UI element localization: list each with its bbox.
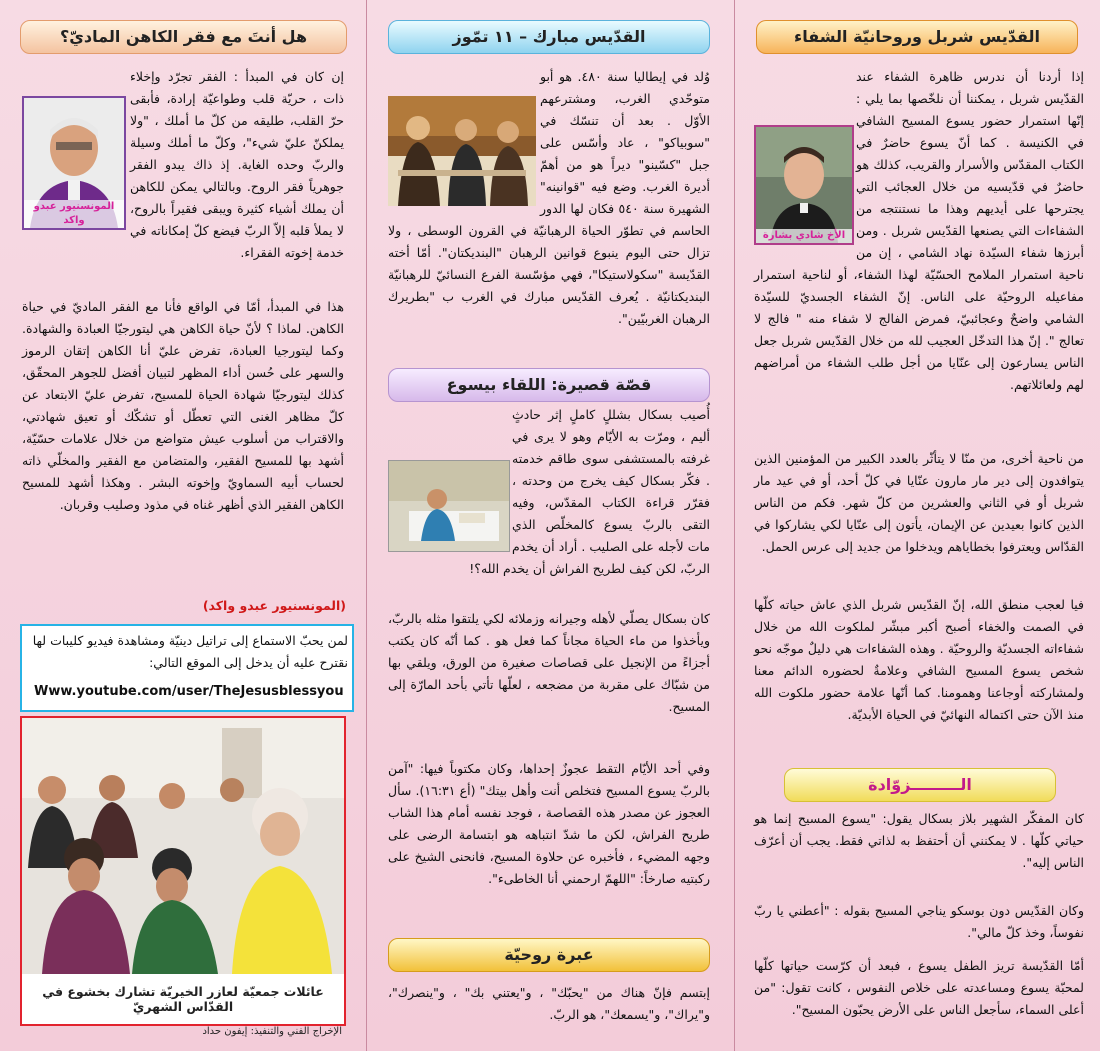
article-paragraph [754, 448, 1084, 558]
story-text: كان بسكال يصلّي لأهله وجيرانه وزملائه لكي يلتقوا مثله بالربّ، ويأخذوا من ماء الحياة مجاناً كما فعل هو . كما أنّه كان يكتب أجزاءً من الإنجيل على قصاصات صغيرة من الورق، ويلقي بها من شبّاك على مقربة من مضجعه ، لعلّها تأتي بأحد المارّة إلى المسيح. [388, 611, 710, 714]
quote-text: أمّا القدّيسة تريز الطفل يسوع ، فبعد أن كرّست حياتها كلّها لمحبّة يسوع ومساعدته على خلاص النفوس ، كانت تقول: "من أعلى السماء، سأجعل الناس على الأرض يحبّون المسيح". [754, 958, 1084, 1017]
paragraph-text: فيا لعجب منطق الله، إنّ القدّيس شربل الذي عاش حياته كلّها في الصمت والخفاء أصبح أكبر مبشّر لملكوت الله من خلال شفاءاته الجسديّة والروحيّة . وهذه الشفاءات هي دليلٌ موجّه نحو شخص يسوع المسيح الشافي وعلامةٌ لحضوره الدائم معنا ولمشاركته أوجاعنا وهمومنا. كما أنّها علامة حضور ملكوت الله منذ الآن حتى اكتماله النهائيّ في الحياة الأبديّة. [754, 597, 1084, 722]
quote-text: وكان القدّيس دون بوسكو يناجي المسيح بقوله : "أعطني يا ربّ نفوساً، وخذ كلّ مالي". [754, 903, 1084, 940]
paragraph-text: وُلد في إيطاليا سنة ٤٨٠. هو أبو متوحّدي الغرب، ومشترعهم الأوّل . بعد أن تنسّك في "سوبياكو" ، عاد وأسّس على جبل "كسّينو" ديراً هو من أهمّ أديرة الغرب. وضع فيه "قوانينه" الشهيرة سنة ٥٤٠ فكان لها الدور الحاسم في تطوّر الحياة الرهبانيّة في القرون الوسطى ، ولا تزال حتى اليوم ينبوع قوانين الرهبان "البنديكتان". أمّا أخته القدّيسة "سكولاستيكا"، فهي مؤسّسة الفرع النسائيّ للرهبانيّة البنديكتانيّة . يُعرف القدّيس مبارك في الغرب ب "بطريرك الرهبان الغربيّين". [388, 69, 710, 326]
section-title: الـــــــــزوّادة [784, 768, 1056, 802]
production-credit: الإخراج الفني والتنفيذ: إيفون حداد [202, 1026, 342, 1037]
quote-text: كان المفكّر الشهير بلاز بسكال يقول: "يسوع المسيح إنما هو حياتي كلّها . لا يمكنني أن أحتفظ به لذاتي فقط. يجب أن أعرّف الناس إليه". [754, 811, 1084, 870]
left-column [0, 0, 366, 1051]
youtube-link[interactable]: Www.youtube.com/user/TheJesusblessyou [34, 684, 344, 699]
lesson-text: إبتسم فإنّ هناك من "يحبّك" ، و"يعتني بك" ، و"ينصرك"، و"يراك"، و"يسمعك"، هو الربّ. [388, 985, 710, 1022]
article-paragraph [388, 66, 710, 330]
story-text: أُصيب بسكال بشللٍ كاملٍ إثر حادثٍ أليم ، ومرّت به الأيّام وهو لا يرى في غرفته بالمستشفى سوى طاقم خدمته . فكّر بسكال كيف يخرج من وحدته ، فقرّر قراءة الكتاب المقدّس، وفيه التقى بالربّ يسوع كالمخلّص الذي مات لأجله على الصليب . أراد أن يخدم الربّ، لكن كيف لطريح الفراش أن يخدم الله؟! [469, 407, 710, 576]
story-paragraph [388, 608, 710, 718]
group-photo-caption: عائلات جمعيّة لعازر الخيريّة تشارك بخشوع في القدّاس الشهريّ [42, 984, 324, 1014]
float-spacer [22, 66, 130, 230]
group-photo-caption-area [22, 974, 344, 1024]
story-text: وفي أحد الأيّام التقط عجوزٌ إحداها، وكان مكتوباً فيها: "آمن بالربّ يسوع المسيح فتخلص أنت وأهل بيتك" (أع ١٦:٣١). سأل العجوز عن مصدر هذه القصاصة ، فوجد نفسه أمام هذا الشاب طريح الفراش، لكن ما شدّ انتباهه هو ابتسامة الرضى على وجهه المضيء ، فأخبره عن حلاوة المسيح، فانحنى الشيخ على ركبتيه صارخاً: "اللهمّ ارحمني أنا الخاطىء". [388, 761, 710, 886]
section-title: عبرة روحيّة [388, 938, 710, 972]
quote-paragraph [754, 955, 1084, 1021]
article-title: القدّيس مبارك – ١١ تمّوز [388, 20, 710, 54]
quote-paragraph [754, 808, 1084, 874]
article-paragraph [754, 66, 1084, 456]
quote-paragraph [754, 900, 1084, 944]
paragraph-text: إن كان في المبدأ : الفقر تجرّد وإخلاء ذات ، حريّة قلب وطواعيّة إرادة، فأبقى حرّ القلب، طليقه من كلّ ما أملك ، "ولا يملكنّ عليّ شيء"، وكلّ ما أملك وسيلة والربّ وحده الغاية. إذ ذاك يبدو الفقر جوهرياً فقر الروح. وبالتالي يمكن للكاهن أن يملك أشياء كثيرة ويبقى فقيراً بالروح، لا يملأ قلبه إلاّ الربّ فيضع كلّ إمكاناته في خدمة إخوته الفقراء. [130, 69, 344, 260]
float-spacer [754, 66, 856, 244]
article-title: هل أنتَ مع فقر الكاهن الماديّ؟ [20, 20, 347, 54]
author-signature: (المونسنيور عبدو واكد) [202, 598, 346, 613]
group-photo-image [22, 718, 344, 974]
article-paragraph [22, 296, 344, 516]
float-spacer [388, 66, 540, 216]
paragraph-text: من ناحية أخرى، من منّا لا يتأثّر بالعدد الكبير من المؤمنين الذين يتوافدون إلى دير مار مارون عنّايا في كلّ أحد، أو في عيد مار شربل أو في الثاني والعشرين من كلّ شهر. فكم من الناس الذين كانوا بعيدين عن الإيمان، يأتون إلى عنّايا لكي يشاركوا في القدّاس ويعترفوا بخطاياهم ويدخلوا من جديد إلى عرس الحمل. [754, 451, 1084, 554]
article-title: القدّيس شربل وروحانيّة الشفاء [756, 20, 1078, 54]
article-paragraph [754, 594, 1084, 726]
portrait-caption: الأخ شادي بشارة [756, 229, 852, 243]
right-column [734, 0, 1100, 1051]
paragraph-text: هذا في المبدأ، أمّا في الواقع فأنا مع الفقر الماديّ في حياة الكاهن. لماذا ؟ لأنّ حياة الكاهن هي ليتورجيّا العبادة والشهادة. وكما ليتورجيا العبادة، تفرض عليّ أنا الكاهن إتقان الرموز والسهر على حُسن أداء المظهر لتبيان أفضل للجوهر المحقّق، كذلك ليتورجيّا شهادة الحياة للمسيح، تفرض عليّ الابتعاد عن كلّ مظاهر الغنى التي تعطّل أو تشكّك أو تعيق شهادتي، والاقتراب من أسلوب عيش متواضع من خلال علامات حسّيّة، أشهد بها للمسيح الفقير، والمتضامن مع الفقير والمخلّي ذاته لحساب أبيه السماويّ وإخوته البشر . وهكذا أشهد للمسيح الكاهن الفقير الذي أظهر غناه في مذود وصليب وقربان. [22, 299, 344, 512]
story-paragraph [388, 404, 710, 580]
middle-column [366, 0, 734, 1051]
article-paragraph [22, 66, 344, 264]
paragraph-text: إذا أردنا أن ندرس ظاهرة الشفاء عند القدّيس شربل ، يمكننا أن نلخّصها بما يلي : إنّها استمرار حضور يسوع المسيح الشافي في الكنيسة . كما أنّ يسوع حاضرٌ في الكتاب المقدّس والأسرار والقريب، كذلك هو حاضرٌ في قدّيسيه من خلال العجائب التي يجترحها على أيديهم وهذا ما نستنتجه من الشفاءات التي يصنعها القدّيس شربل . ومن أبرزها شفاء السيّدة نهاد الشامي ، إن من ناحية استمرار الملامح الحسّيّة لهذا الشفاء، أو لناحية استمرار مفاعيله الروحيّة على الناس. إنّ الشفاء الجسديّ للسيّدة الشامي واضحٌ وعجائبيّ، فمرض الفالج لا شفاء منه " فالج لا تعالج ". إنّ هذا التدخّل العجيب لله من خلال القدّيس شربل جعل الناس يسارعون إلى عنّايا من أجل طلب الشفاء من أمراضهم لهم ولعائلاتهم. [754, 69, 1084, 392]
portrait-caption: المونسنيور عبدو واكد [24, 200, 124, 228]
story-paragraph [388, 758, 710, 890]
float-spacer [388, 458, 512, 558]
promo-text: لمن يحبّ الاستماع إلى تراتيل دينيّة ومشاهدة فيديو كليبات لها نقترح عليه أن يدخل إلى الموقع التالي: [32, 633, 348, 670]
lesson-paragraph [388, 982, 710, 1026]
group-photo-frame [20, 716, 346, 1026]
section-title: قصّة قصيرة: اللقاء بيسوع [388, 368, 710, 402]
